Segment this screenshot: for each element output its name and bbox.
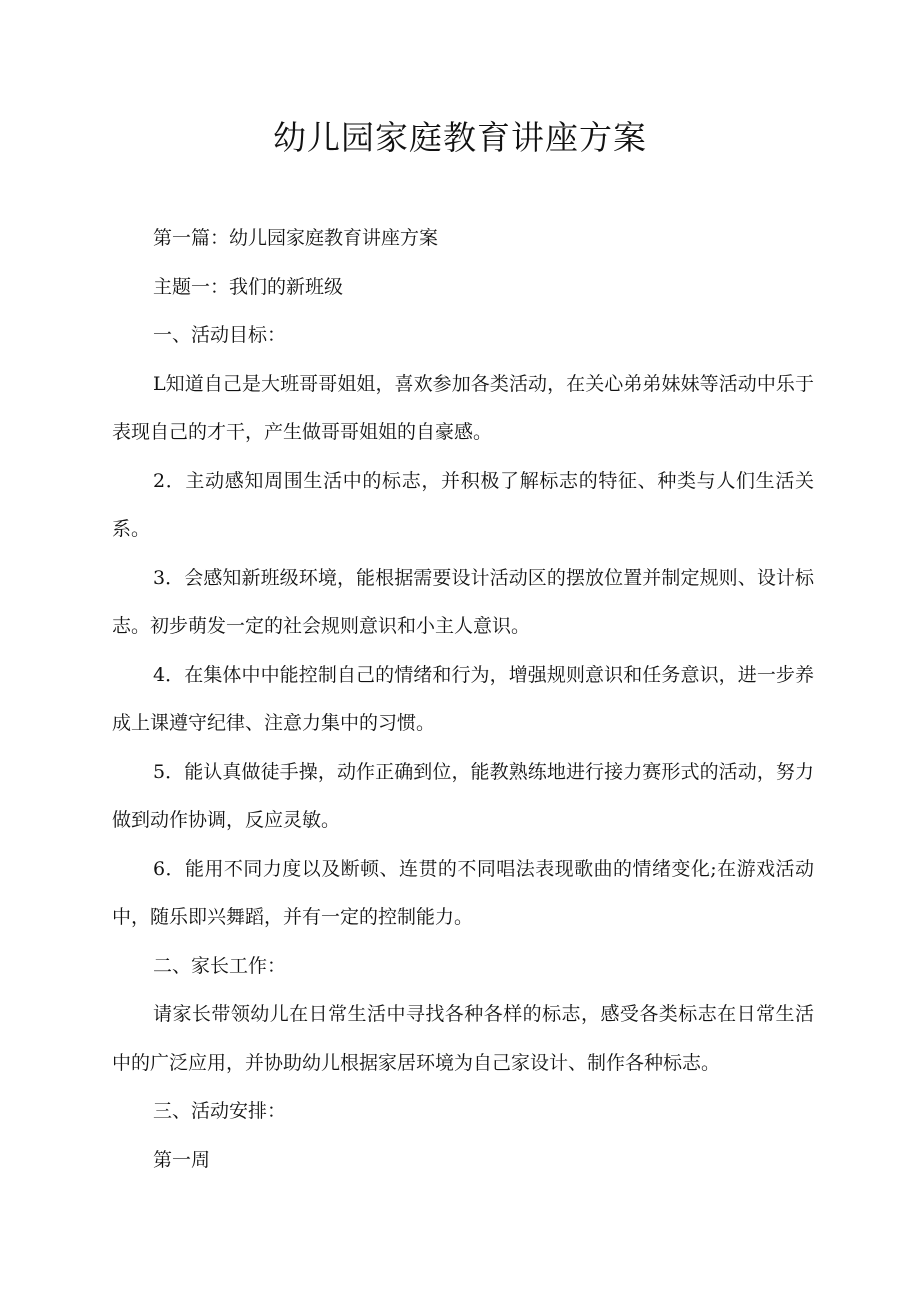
parent-work-text: 请家长带领幼儿在日常生活中寻找各种各样的标志，感受各类标志在日常生活中的广泛应用，并协助幼儿根据家居环境为自己家设计、制作各种标志。 bbox=[112, 1003, 814, 1074]
goal-item-5: 5．能认真做徒手操，动作正确到位，能教熟练地进行接力赛形式的活动，努力做到动作协调，反应灵敏。 bbox=[112, 760, 814, 831]
goal-item-4: 4．在集体中中能控制自己的情绪和行为，增强规则意识和任务意识，进一步养成上课遵守纪律、注意力集中的习惯。 bbox=[112, 663, 814, 734]
goal-item-2: 2．主动感知周围生活中的标志，并积极了解标志的特征、种类与人们生活关系。 bbox=[112, 469, 814, 540]
section-heading: 第一篇：幼儿园家庭教育讲座方案 bbox=[153, 227, 439, 249]
week-one-label: 第一周 bbox=[153, 1148, 211, 1171]
document-title: 幼儿园家庭教育讲座方案 bbox=[273, 118, 647, 157]
goal-item-1: L知道自己是大班哥哥姐姐，喜欢参加各类活动，在关心弟弟妹妹等活动中乐于表现自己的才干，产生做哥哥姐姐的自豪感。 bbox=[112, 372, 814, 443]
goal-item-6: 6．能用不同力度以及断顿、连贯的不同唱法表现歌曲的情绪变化;在游戏活动中，随乐即兴舞蹈，并有一定的控制能力。 bbox=[112, 857, 814, 928]
theme-heading: 主题一：我们的新班级 bbox=[153, 275, 344, 298]
document-body bbox=[112, 214, 814, 1184]
goals-heading: 一、活动目标： bbox=[153, 324, 287, 346]
schedule-heading: 三、活动安排： bbox=[153, 1100, 287, 1122]
goal-item-3: 3．会感知新班级环境，能根据需要设计活动区的摆放位置并制定规则、设计标志。初步萌发一定的社会规则意识和小主人意识。 bbox=[112, 566, 814, 637]
parent-work-heading: 二、家长工作： bbox=[153, 954, 287, 977]
